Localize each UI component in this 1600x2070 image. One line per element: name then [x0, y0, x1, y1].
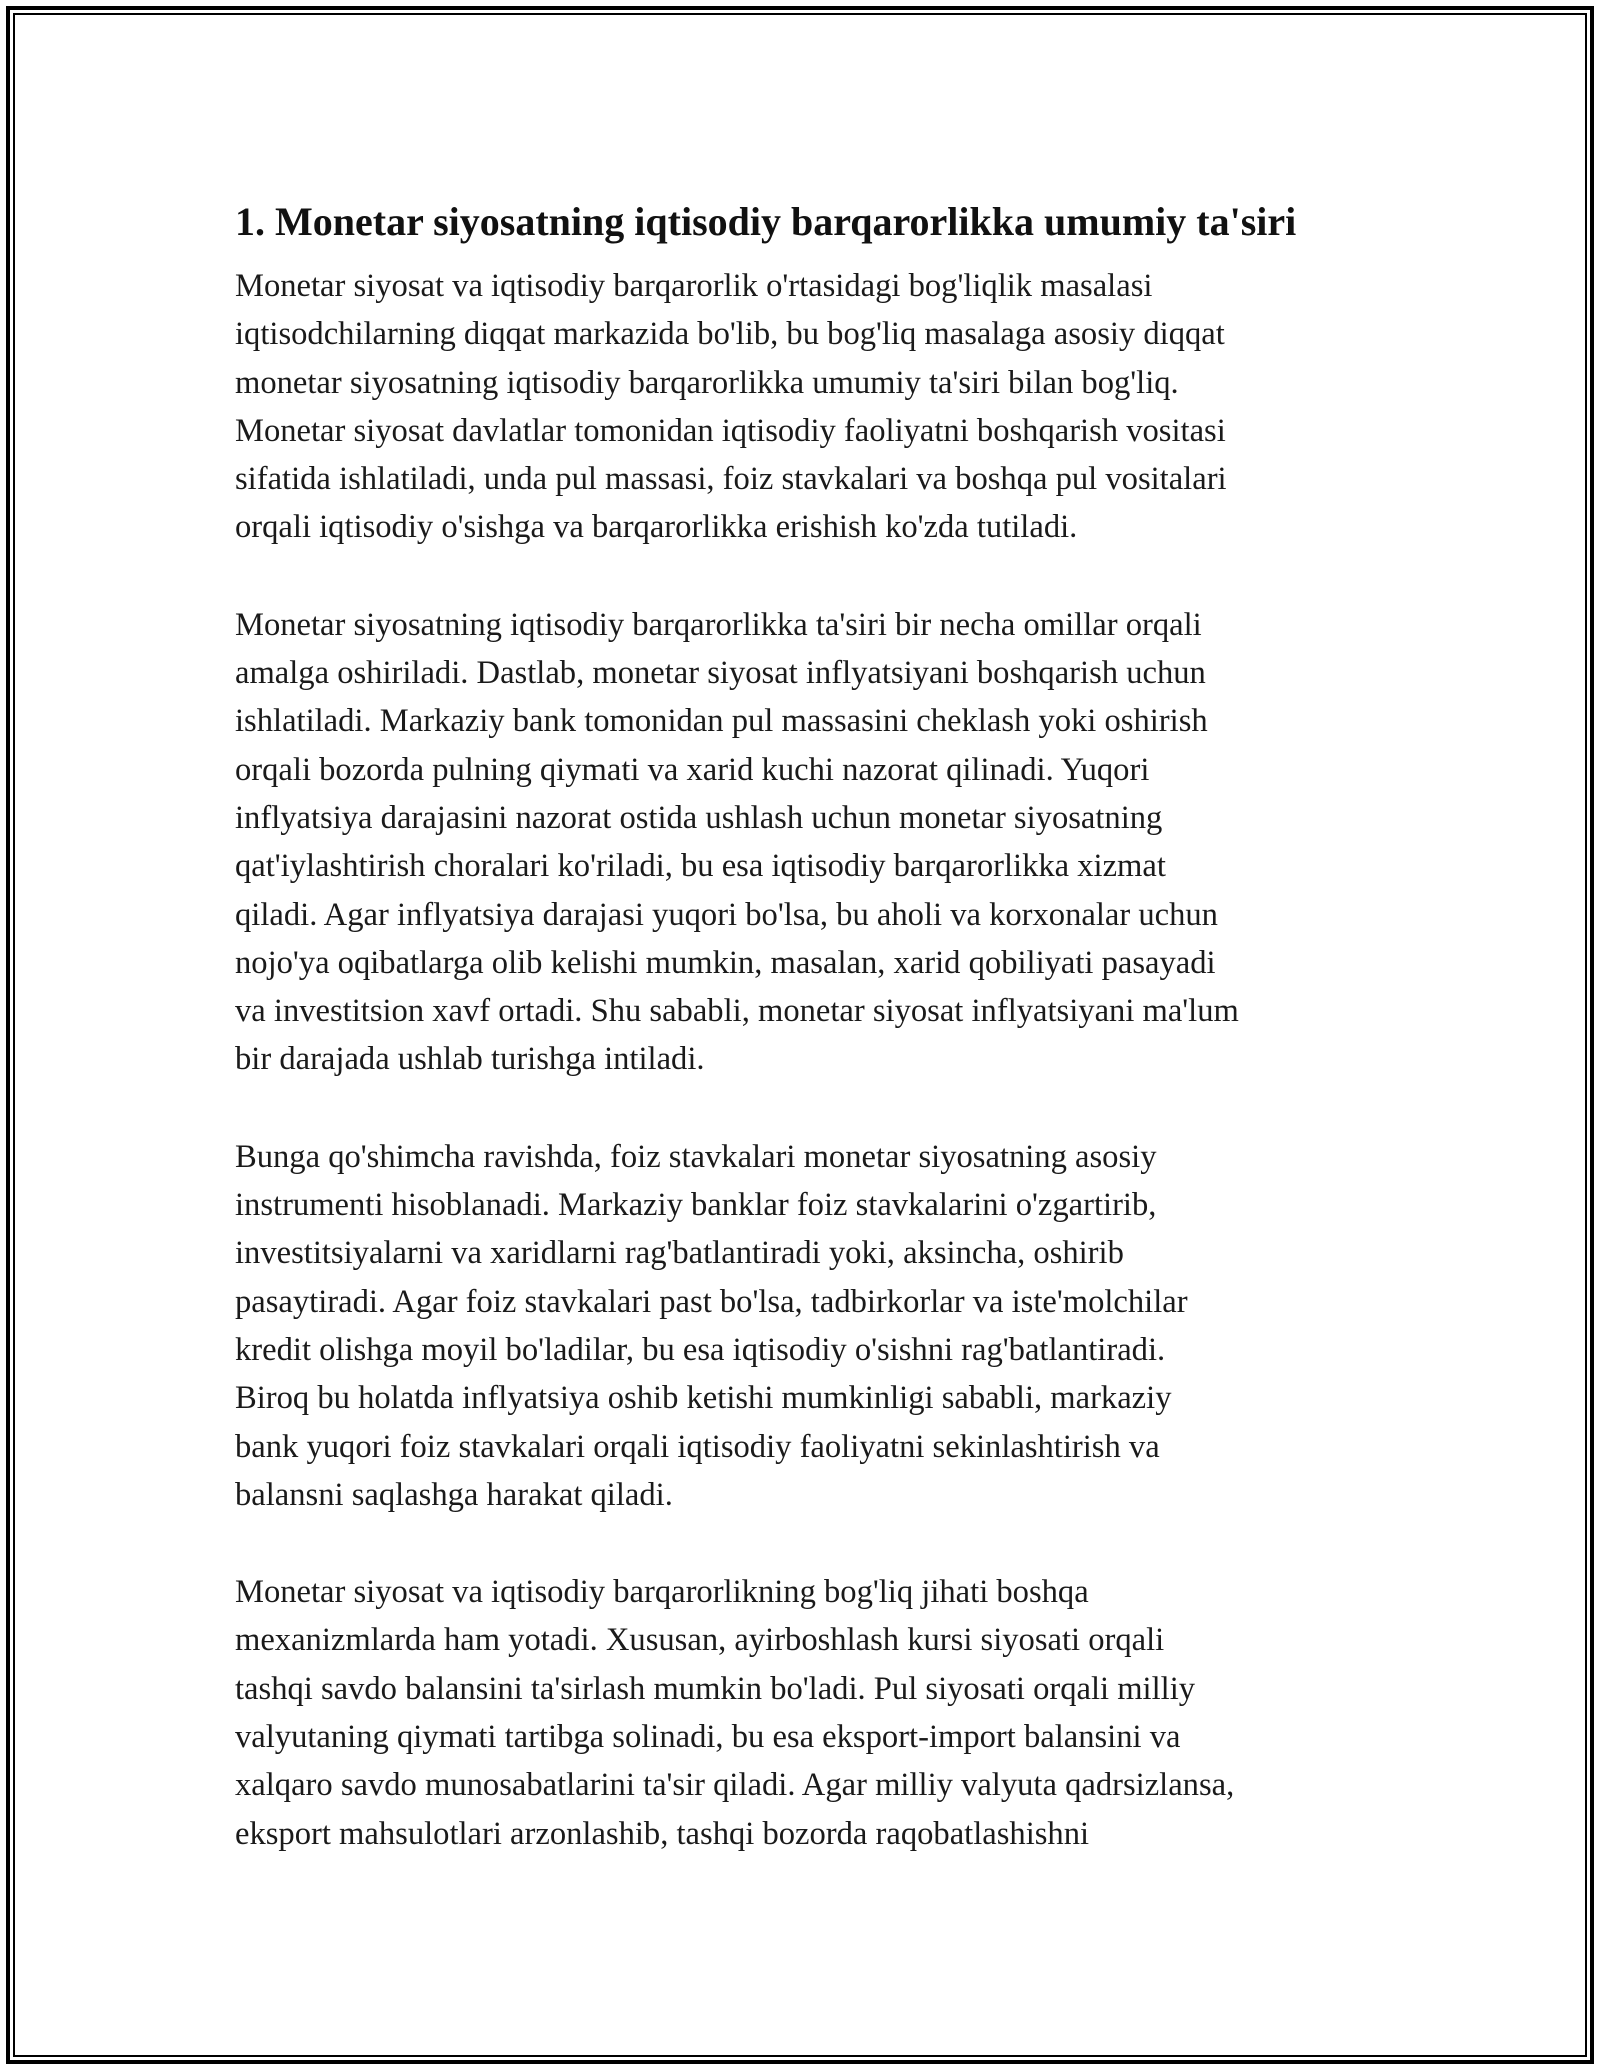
text-line: va investitsion xavf ortadi. Shu sababli, monetar siyosat inflyatsiyani ma'lum — [235, 993, 1239, 1030]
text-line: valyutaning qiymati tartibga solinadi, bu esa eksport-import balansini va — [235, 1719, 1181, 1756]
text-line: Monetar siyosat va iqtisodiy barqarorlik o'rtasidagi bog'liqlik masalasi — [235, 268, 1153, 304]
paragraph-2 — [235, 601, 1385, 1084]
text-line: monetar siyosatning iqtisodiy barqarorlikka umumiy ta'siri bilan bog'liq. — [235, 364, 1179, 401]
text-line: instrumenti hisoblanadi. Markaziy banklar foiz stavkalarini o'zgartirib, — [235, 1187, 1157, 1224]
text-line: Monetar siyosat va iqtisodiy barqarorlikning bog'liq jihati boshqa — [235, 1574, 1089, 1611]
section-heading: 1. Monetar siyosatning iqtisodiy barqarorlikka umumiy ta'siri — [235, 199, 1297, 244]
text-line: Monetar siyosatning iqtisodiy barqarorlikka ta'siri bir necha omillar orqali — [235, 606, 1202, 643]
text-line: amalga oshiriladi. Dastlab, monetar siyosat inflyatsiyani boshqarish uchun — [235, 655, 1206, 692]
text-line: balansni saqlashga harakat qiladi. — [235, 1476, 673, 1513]
text-line: kredit olishga moyil bo'ladilar, bu esa iqtisodiy o'sishni rag'batlantiradi. — [235, 1331, 1166, 1368]
text-line: bir darajada ushlab turishga intiladi. — [235, 1041, 705, 1078]
text-line: orqali iqtisodiy o'sishga va barqarorlikka erishish ko'zda tutiladi. — [235, 509, 1078, 546]
text-line: Biroq bu holatda inflyatsiya oshib ketishi mumkinligi sababli, markaziy — [235, 1380, 1172, 1417]
text-line: xalqaro savdo munosabatlarini ta'sir qiladi. Agar milliy valyuta qadrsizlansa, — [235, 1767, 1235, 1804]
paragraph-1 — [235, 262, 1385, 552]
text-line: tashqi savdo balansini ta'sirlash mumkin bo'ladi. Pul siyosati orqali milliy — [235, 1670, 1196, 1707]
text-line: mexanizmlarda ham yotadi. Xususan, ayirboshlash kursi siyosati orqali — [235, 1622, 1165, 1659]
text-line: inflyatsiya darajasini nazorat ostida ushlash uchun monetar siyosatning — [235, 799, 1163, 836]
document-body — [235, 196, 1385, 1907]
text-line: investitsiyalarni va xaridlarni rag'batlantiradi yoki, aksincha, oshirib — [235, 1235, 1124, 1272]
text-line: ishlatiladi. Markaziy bank tomonidan pul massasini cheklash yoki oshirish — [235, 703, 1208, 740]
text-line: Monetar siyosat davlatlar tomonidan iqtisodiy faoliyatni boshqarish vositasi — [235, 412, 1226, 449]
text-line: pasaytiradi. Agar foiz stavkalari past bo'lsa, tadbirkorlar va iste'molchilar — [235, 1283, 1188, 1320]
text-line: iqtisodchilarning diqqat markazida bo'lib, bu bog'liq masalaga asosiy diqqat — [235, 316, 1225, 353]
text-line: nojo'ya oqibatlarga olib kelishi mumkin, masalan, xarid qobiliyati pasayadi — [235, 944, 1216, 981]
text-line: Bunga qo'shimcha ravishda, foiz stavkalari monetar siyosatning asosiy — [235, 1138, 1157, 1175]
paragraph-3 — [235, 1133, 1385, 1519]
text-line: orqali bozorda pulning qiymati va xarid kuchi nazorat qilinadi. Yuqori — [235, 751, 1150, 788]
paragraph-4 — [235, 1568, 1385, 1858]
page-border — [6, 6, 1594, 2064]
text-line: qat'iylashtirish choralari ko'riladi, bu esa iqtisodiy barqarorlikka xizmat — [235, 848, 1166, 885]
text-line: eksport mahsulotlari arzonlashib, tashqi bozorda raqobatlashishni — [235, 1815, 1090, 1852]
text-line: bank yuqori foiz stavkalari orqali iqtisodiy faoliyatni sekinlashtirish va — [235, 1428, 1160, 1465]
text-line: qiladi. Agar inflyatsiya darajasi yuqori bo'lsa, bu aholi va korxonalar uchun — [235, 896, 1218, 933]
text-line: sifatida ishlatiladi, unda pul massasi, foiz stavkalari va boshqa pul vositalari — [235, 461, 1227, 498]
